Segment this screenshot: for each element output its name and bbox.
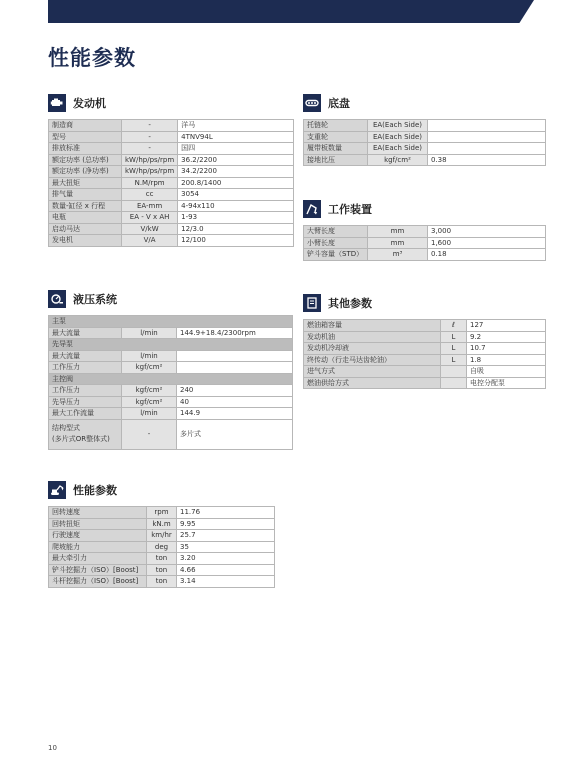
spec-label: 数量-缸径 x 行程 (49, 200, 122, 212)
table-row (49, 143, 294, 155)
spec-unit: ℓ (441, 320, 467, 332)
engine-icon (48, 94, 66, 112)
spec-value: 36.2/2200 (178, 154, 294, 166)
spec-value: 9.2 (467, 331, 546, 343)
other-table (303, 319, 546, 389)
spec-label: 最大扭矩 (49, 177, 122, 189)
spec-label: 额定功率 (总功率) (49, 154, 122, 166)
spec-label: 制造商 (49, 120, 122, 132)
spec-unit: l/min (122, 327, 177, 339)
group-header: 主泵 (49, 316, 293, 328)
spec-unit: EA-mm (122, 200, 178, 212)
group-header: 先导泵 (49, 339, 293, 351)
boom-arm-icon (303, 200, 321, 218)
spec-unit: kgf/cm² (122, 385, 177, 397)
spec-label: 进气方式 (304, 366, 441, 378)
spec-label: 大臂长度 (304, 226, 368, 238)
spec-value (428, 120, 546, 132)
spec-unit (441, 377, 467, 389)
hydraulic-table (48, 315, 293, 450)
table-row (304, 331, 546, 343)
spec-unit: cc (122, 189, 178, 201)
spec-value (177, 362, 293, 374)
page-number: 10 (48, 744, 57, 752)
spec-unit: kW/hp/ps/rpm (122, 154, 178, 166)
spec-value: 3054 (178, 189, 294, 201)
spec-value (428, 143, 546, 155)
spec-label (49, 419, 122, 449)
spec-unit: - (122, 131, 178, 143)
table-row (49, 576, 275, 588)
spec-unit: - (122, 419, 177, 449)
spec-label: 回转速度 (49, 507, 147, 519)
table-row (304, 131, 546, 143)
engine-table (48, 119, 294, 247)
spec-unit: m³ (368, 249, 428, 261)
spec-value: 4.66 (177, 564, 275, 576)
spec-unit: mm (368, 237, 428, 249)
spec-unit: - (122, 120, 178, 132)
spec-label: 发动机油 (304, 331, 441, 343)
spec-value: 4TNV94L (178, 131, 294, 143)
table-row (304, 249, 546, 261)
spec-unit: l/min (122, 350, 177, 362)
spec-label: 回转扭矩 (49, 518, 147, 530)
spec-value: 12/3.0 (178, 223, 294, 235)
spec-label: 爬坡能力 (49, 541, 147, 553)
spec-label: 支重轮 (304, 131, 368, 143)
spec-unit: rpm (147, 507, 177, 519)
table-row (49, 530, 275, 542)
table-row (49, 166, 294, 178)
spec-label: 启动马达 (49, 223, 122, 235)
work-section (303, 199, 546, 261)
track-icon (303, 94, 321, 112)
table-row (49, 212, 294, 224)
pump-icon (48, 290, 66, 308)
spec-label: 履带板数量 (304, 143, 368, 155)
group-header-row (49, 339, 293, 351)
spec-unit: kgf/cm² (122, 396, 177, 408)
table-row (49, 177, 294, 189)
hydraulic-title: 液压系统 (73, 293, 117, 306)
spec-value: 12/100 (178, 235, 294, 247)
spec-unit: L (441, 354, 467, 366)
other-title: 其他参数 (328, 297, 372, 310)
table-row (304, 226, 546, 238)
spec-label: 铲斗挖掘力（ISO）[Boost] (49, 564, 147, 576)
spec-label: 最大牵引力 (49, 553, 147, 565)
spec-label: 发电机 (49, 235, 122, 247)
spec-unit: L (441, 343, 467, 355)
table-row (49, 120, 294, 132)
spec-value: 144.9+18.4/2300rpm (177, 327, 293, 339)
spec-unit: ton (147, 553, 177, 565)
group-header: 主控阀 (49, 373, 293, 385)
spec-label: 先导压力 (49, 396, 122, 408)
table-row (49, 385, 293, 397)
spec-unit: deg (147, 541, 177, 553)
spec-label: 燃油供给方式 (304, 377, 441, 389)
spec-value: 127 (467, 320, 546, 332)
spec-label: 托链轮 (304, 120, 368, 132)
page-title: 性能参数 (48, 46, 136, 70)
spec-unit: V/A (122, 235, 178, 247)
spec-value: 25.7 (177, 530, 275, 542)
spec-value: 35 (177, 541, 275, 553)
spec-value: 200.8/1400 (178, 177, 294, 189)
spec-label: 电瓶 (49, 212, 122, 224)
spec-value: 3.14 (177, 576, 275, 588)
spec-value: 1.8 (467, 354, 546, 366)
excavator-icon (48, 481, 66, 499)
spec-unit: kW/hp/ps/rpm (122, 166, 178, 178)
chassis-section (303, 93, 546, 166)
spec-unit: N.M/rpm (122, 177, 178, 189)
spec-label: 斗杆挖掘力（ISO）[Boost] (49, 576, 147, 588)
spec-value: 240 (177, 385, 293, 397)
spec-label: 行驶速度 (49, 530, 147, 542)
spec-value: 电控分配泵 (467, 377, 546, 389)
group-header-row (49, 373, 293, 385)
group-header-row (49, 316, 293, 328)
spec-unit: V/kW (122, 223, 178, 235)
table-row (49, 200, 294, 212)
spec-label: 小臂长度 (304, 237, 368, 249)
engine-section (48, 93, 294, 247)
spec-label: 发动机冷却液 (304, 343, 441, 355)
spec-unit: ton (147, 564, 177, 576)
structure-label: 结构型式 (52, 424, 80, 432)
spec-value: 国四 (178, 143, 294, 155)
table-row (304, 237, 546, 249)
spec-label: 燃油箱容量 (304, 320, 441, 332)
spec-label: 工作压力 (49, 362, 122, 374)
spec-value: 34.2/2200 (178, 166, 294, 178)
spec-label: 最大流量 (49, 350, 122, 362)
book-icon (303, 294, 321, 312)
spec-label: 铲斗容量（STD） (304, 249, 368, 261)
spec-unit: EA(Each Side) (368, 143, 428, 155)
chassis-title: 底盘 (328, 97, 350, 110)
spec-unit: l/min (122, 408, 177, 420)
table-row (304, 320, 546, 332)
spec-unit: kgf/cm² (122, 362, 177, 374)
table-row (49, 507, 275, 519)
spec-label: 额定功率 (净功率) (49, 166, 122, 178)
header-bar (48, 0, 534, 23)
spec-value: 多片式 (177, 419, 293, 449)
table-row (304, 154, 546, 166)
spec-unit: km/hr (147, 530, 177, 542)
table-row (49, 518, 275, 530)
work-title: 工作装置 (328, 203, 372, 216)
spec-unit: mm (368, 226, 428, 238)
table-row (49, 350, 293, 362)
spec-value: 0.18 (428, 249, 546, 261)
spec-unit: EA - V x AH (122, 212, 178, 224)
spec-value: 自吸 (467, 366, 546, 378)
spec-value: 11.76 (177, 507, 275, 519)
work-table (303, 225, 546, 261)
spec-label: 排气量 (49, 189, 122, 201)
spec-label: 最大流量 (49, 327, 122, 339)
spec-unit: kgf/cm² (368, 154, 428, 166)
spec-value: 3,000 (428, 226, 546, 238)
other-section (303, 293, 546, 389)
table-row (49, 154, 294, 166)
spec-unit: EA(Each Side) (368, 120, 428, 132)
spec-unit (441, 366, 467, 378)
spec-value: 3.20 (177, 553, 275, 565)
table-row (304, 143, 546, 155)
performance-section (48, 480, 275, 588)
spec-label: 接地比压 (304, 154, 368, 166)
spec-value: 4-94x110 (178, 200, 294, 212)
table-row (304, 366, 546, 378)
spec-unit: ton (147, 576, 177, 588)
spec-unit: kN.m (147, 518, 177, 530)
spec-unit: - (122, 143, 178, 155)
performance-title: 性能参数 (73, 484, 117, 497)
spec-label: 最大工作流量 (49, 408, 122, 420)
hydraulic-section (48, 289, 293, 450)
table-row (49, 396, 293, 408)
spec-value: 0.38 (428, 154, 546, 166)
table-row (49, 408, 293, 420)
chassis-table (303, 119, 546, 166)
table-row (49, 419, 293, 449)
table-row (304, 120, 546, 132)
table-row (304, 377, 546, 389)
table-row (49, 131, 294, 143)
table-row (49, 541, 275, 553)
spec-label: 排放标准 (49, 143, 122, 155)
spec-label: 工作压力 (49, 385, 122, 397)
table-row (49, 223, 294, 235)
spec-label: 终传动（行走马达齿轮油） (304, 354, 441, 366)
spec-value: 10.7 (467, 343, 546, 355)
spec-value: 40 (177, 396, 293, 408)
spec-unit: EA(Each Side) (368, 131, 428, 143)
table-row (49, 362, 293, 374)
spec-value: 9.95 (177, 518, 275, 530)
spec-value (177, 350, 293, 362)
table-row (304, 354, 546, 366)
engine-title: 发动机 (73, 97, 106, 110)
table-row (49, 189, 294, 201)
spec-unit: L (441, 331, 467, 343)
table-row (304, 343, 546, 355)
performance-table (48, 506, 275, 588)
table-row (49, 235, 294, 247)
spec-value: 洋马 (178, 120, 294, 132)
table-row (49, 553, 275, 565)
structure-sublabel: (多片式OR整体式) (52, 435, 110, 443)
spec-value: 1-93 (178, 212, 294, 224)
spec-value: 144.9 (177, 408, 293, 420)
spec-value: 1,600 (428, 237, 546, 249)
table-row (49, 564, 275, 576)
spec-value (428, 131, 546, 143)
spec-label: 型号 (49, 131, 122, 143)
table-row (49, 327, 293, 339)
